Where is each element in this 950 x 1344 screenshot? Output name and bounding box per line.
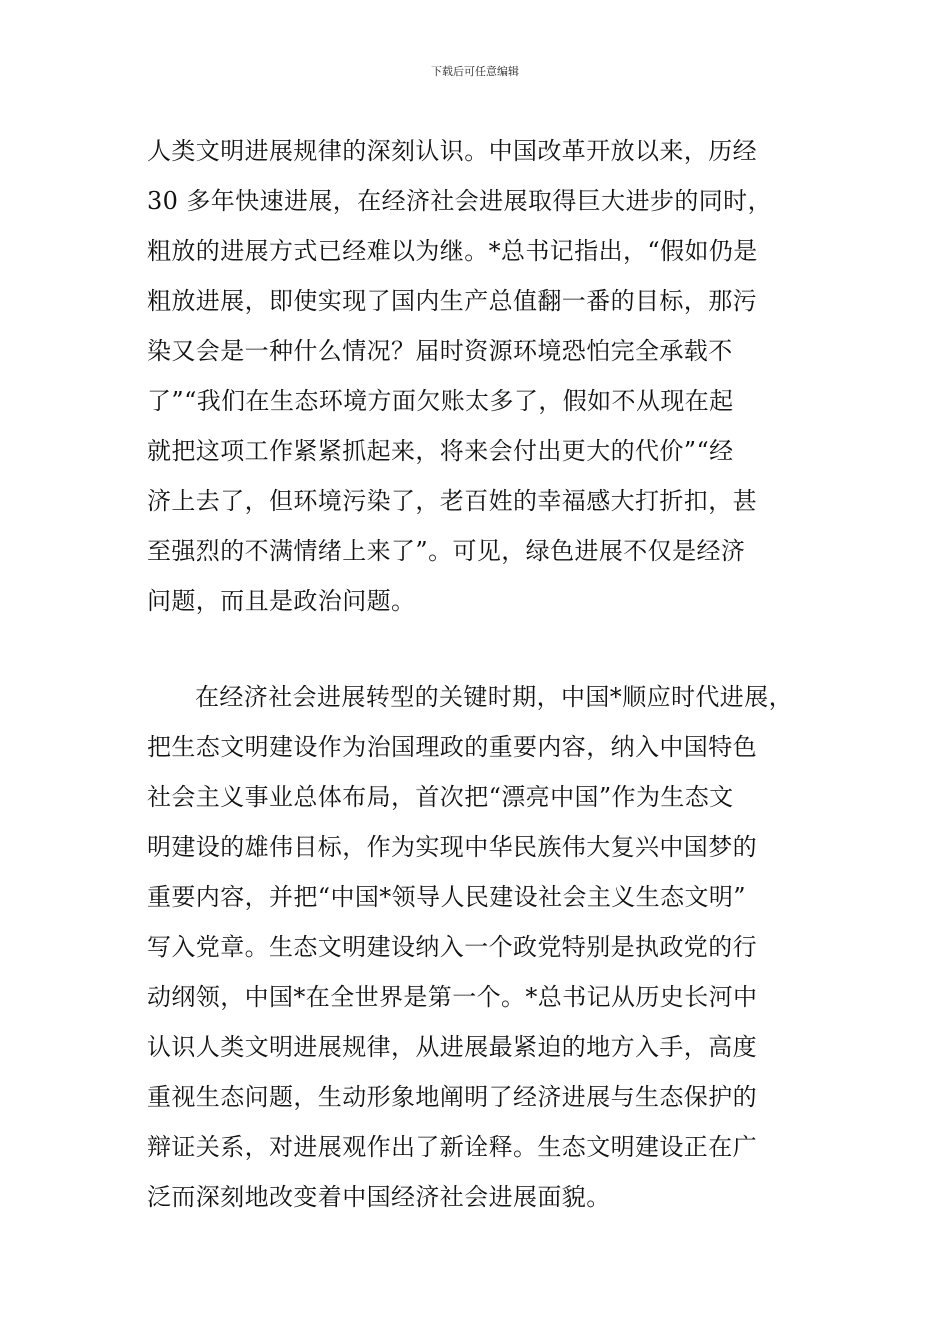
text-line: 染又会是一种什么情况？届时资源环境恐怕完全承载不 — [147, 337, 733, 365]
text-line: 至强烈的不满情绪上来了”。可见，绿色进展不仅是经济 — [147, 537, 746, 565]
text-line: 社会主义事业总体布局，首次把“漂亮中国”作为生态文 — [147, 783, 734, 811]
text-line: 人类文明进展规律的深刻认识。中国改革开放以来，历经 — [147, 137, 757, 165]
text-line: 辩证关系，对进展观作出了新诠释。生态文明建设正在广 — [147, 1133, 757, 1161]
text-line: 把生态文明建设作为治国理政的重要内容，纳入中国特色 — [147, 733, 757, 761]
page-header-note: 下载后可任意编辑 — [431, 65, 519, 78]
text-line: 重视生态问题，生动形象地阐明了经济进展与生态保护的 — [147, 1083, 757, 1111]
body-paragraph-2 — [147, 672, 837, 1222]
text-line: 济上去了，但环境污染了，老百姓的幸福感大打折扣，甚 — [147, 487, 757, 515]
text-line: 问题，而且是政治问题。 — [147, 587, 416, 615]
body-paragraph-1 — [147, 126, 837, 626]
text-line: 30 多年快速进展，在经济社会进展取得巨大进步的同时， — [147, 187, 772, 215]
text-line: 认识人类文明进展规律，从进展最紧迫的地方入手，高度 — [147, 1033, 757, 1061]
text-line: 泛而深刻地改变着中国经济社会进展面貌。 — [147, 1183, 611, 1211]
text-line: 重要内容，并把“中国*领导人民建设社会主义生态文明” — [147, 883, 746, 911]
text-line: 就把这项工作紧紧抓起来，将来会付出更大的代价”“经 — [147, 437, 734, 465]
text-line: 粗放的进展方式已经难以为继。*总书记指出，“假如仍是 — [147, 237, 758, 265]
text-line: 动纲领，中国*在全世界是第一个。*总书记从历史长河中 — [147, 983, 758, 1011]
text-line: 写入党章。生态文明建设纳入一个政党特别是执政党的行 — [147, 933, 757, 961]
text-line: 在经济社会进展转型的关键时期，中国*顺应时代进展， — [195, 683, 793, 711]
text-line: 粗放进展，即使实现了国内生产总值翻一番的目标，那污 — [147, 287, 757, 315]
text-line: 明建设的雄伟目标，作为实现中华民族伟大复兴中国梦的 — [147, 833, 757, 861]
text-line: 了”“我们在生态环境方面欠账太多了，假如不从现在起 — [147, 387, 734, 415]
